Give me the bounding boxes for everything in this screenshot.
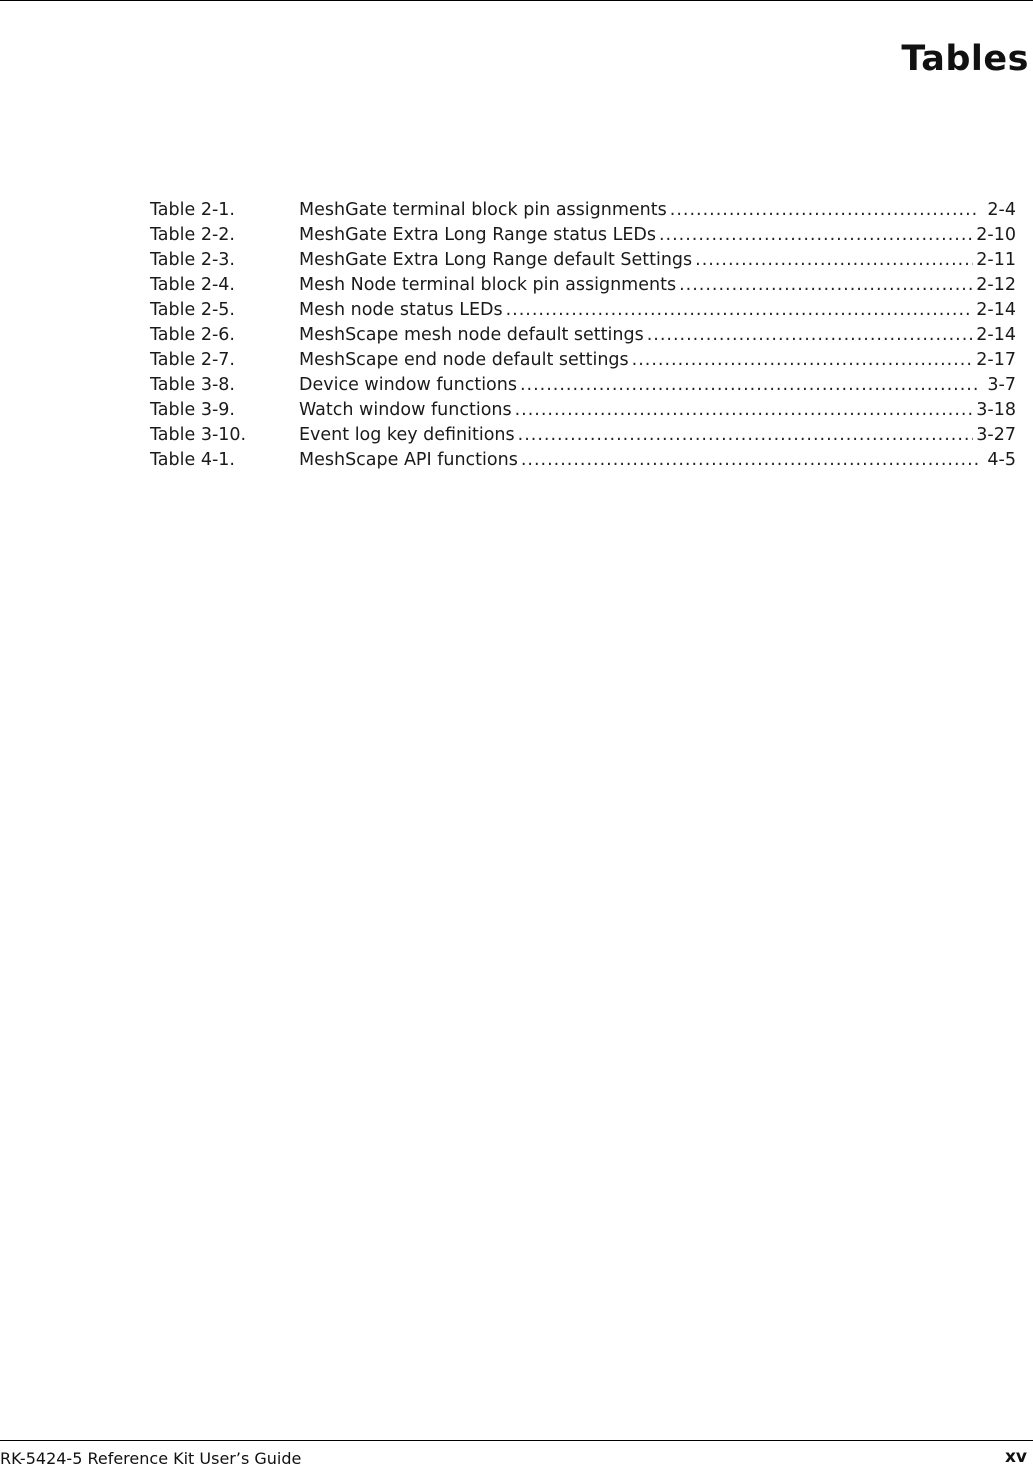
toc-entry-table-3-8[interactable] [150,373,1016,398]
toc-entry-label: Table 4-1. [150,450,235,470]
toc-entry-table-2-3[interactable] [150,248,1016,273]
page-title: Tables [901,39,1029,79]
toc-entry-title: Watch window functions [299,400,512,420]
footer-document-title: RK-5424-5 Reference Kit User’s Guide [0,1449,302,1468]
toc-entry-label: Table 2-7. [150,350,235,370]
toc-entry-label: Table 3-9. [150,400,235,420]
toc-entry-label: Table 2-2. [150,225,235,245]
footer-rule [0,1440,1033,1441]
dot-leader [515,398,974,423]
toc-entry-table-4-1[interactable] [150,448,1016,473]
toc-entry-page: 2-11 [976,250,1016,270]
toc-entry-title: MeshScape end node default settings [299,350,629,370]
dot-leader [506,298,974,323]
dot-leader [659,223,973,248]
dot-leader [518,423,974,448]
toc-entry-table-3-10[interactable] [150,423,1016,448]
toc-entry-title: MeshGate terminal block pin assignments [299,200,667,220]
toc-entry-page: 2-14 [976,325,1016,345]
toc-entry-title: Event log key definitions [299,425,515,445]
toc-entry-page: 3-7 [987,375,1016,395]
toc-entry-label: Table 2-5. [150,300,235,320]
toc-entry-page: 2-4 [987,200,1016,220]
toc-entry-label: Table 2-4. [150,275,235,295]
toc-entry-title: MeshGate Extra Long Range status LEDs [299,225,656,245]
toc-entry-title: Mesh Node terminal block pin assignments [299,275,677,295]
toc-entry-label: Table 2-6. [150,325,235,345]
toc-entry-table-2-1[interactable] [150,198,1016,223]
dot-leader [521,448,979,473]
toc-entry-title: MeshScape API functions [299,450,518,470]
toc-entry-page: 2-14 [976,300,1016,320]
toc-entry-page: 2-17 [976,350,1016,370]
footer-page-number: xv [1004,1447,1027,1467]
dot-leader [679,273,973,298]
toc-entry-label: Table 3-10. [150,425,247,445]
toc-entry-page: 3-18 [976,400,1016,420]
dot-leader [632,348,974,373]
toc-entry-page: 2-12 [976,275,1016,295]
dot-leader [647,323,974,348]
toc-entry-table-2-5[interactable] [150,298,1016,323]
toc-entry-title: MeshGate Extra Long Range default Settings [299,250,693,270]
toc-entry-table-2-6[interactable] [150,323,1016,348]
table-of-tables [150,198,1016,473]
toc-entry-title: Mesh node status LEDs [299,300,503,320]
toc-entry-table-2-2[interactable] [150,223,1016,248]
toc-entry-label: Table 2-3. [150,250,235,270]
toc-entry-page: 3-27 [976,425,1016,445]
toc-entry-label: Table 2-1. [150,200,235,220]
dot-leader [670,198,979,223]
toc-entry-page: 4-5 [987,450,1016,470]
toc-entry-title: MeshScape mesh node default settings [299,325,644,345]
dot-leader [695,248,973,273]
toc-entry-table-2-7[interactable] [150,348,1016,373]
toc-entry-title: Device window functions [299,375,517,395]
toc-entry-label: Table 3-8. [150,375,235,395]
dot-leader [520,373,979,398]
toc-entry-page: 2-10 [976,225,1016,245]
top-rule [0,0,1033,1]
toc-entry-table-2-4[interactable] [150,273,1016,298]
toc-entry-table-3-9[interactable] [150,398,1016,423]
